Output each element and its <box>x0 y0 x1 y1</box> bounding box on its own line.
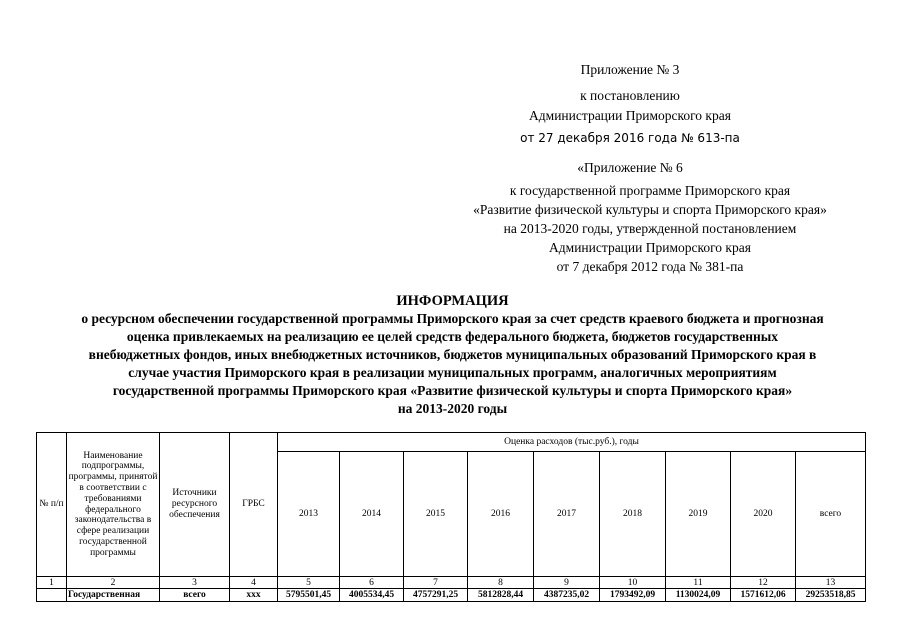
header-year: 2016 <box>468 452 534 577</box>
row-value: 1793492,09 <box>600 589 666 602</box>
title-line: государственной программы Приморского края «Развитие физической культуры и спорта Приморского края» <box>112 383 793 398</box>
row-grbs: xxx <box>230 589 278 602</box>
row-value: 4387235,02 <box>534 589 600 602</box>
appendix-ref-number: «Приложение № 6 <box>577 160 683 175</box>
appendix-ref-date: от 7 декабря 2012 года № 381-па <box>556 259 744 274</box>
header-grbs: ГРБС <box>230 433 278 577</box>
header-year: 2020 <box>731 452 796 577</box>
row-value: 4005534,45 <box>340 589 404 602</box>
column-number: 10 <box>600 577 666 589</box>
appendix-ref-program-name: «Развитие физической культуры и спорта Приморского края» <box>473 202 827 217</box>
title-line: оценка привлекаемых на реализацию ее целей средств федерального бюджета, бюджетов государственных <box>126 329 779 344</box>
header-year: 2019 <box>666 452 731 577</box>
header-source: Источники ресурсного обеспечения <box>160 433 230 577</box>
title-line: о ресурсном обеспечении государственной программы Приморского края за счет средств краевого бюджета и прогнозная <box>81 311 824 326</box>
appendix-number: Приложение № 3 <box>580 62 680 77</box>
title-line: на 2013-2020 годы <box>397 401 508 416</box>
column-number: 2 <box>67 577 160 589</box>
title-line: случае участия Приморского края в реализации муниципальных программ, аналогичных мероприятиям <box>128 365 777 380</box>
column-number: 13 <box>796 577 866 589</box>
row-value: 1130024,09 <box>666 589 731 602</box>
column-number: 5 <box>278 577 340 589</box>
title-heading: ИНФОРМАЦИЯ <box>396 293 509 309</box>
appendix-ref-period: на 2013-2020 годы, утвержденной постановлением <box>503 221 797 236</box>
appendix-to-resolution: к постановлению <box>580 88 680 103</box>
appendix-date: от 27 декабря 2016 года № 613-па <box>520 131 740 145</box>
column-number: 6 <box>340 577 404 589</box>
column-number: 1 <box>37 577 67 589</box>
table-column-numbers-row <box>37 577 866 589</box>
appendix-ref-administration: Администрации Приморского края <box>549 240 751 255</box>
row-value: 5795501,45 <box>278 589 340 602</box>
header-total: всего <box>796 452 866 577</box>
resource-table <box>36 432 866 602</box>
row-total: 29253518,85 <box>796 589 866 602</box>
header-estimate: Оценка расходов (тыс.руб.), годы <box>278 433 866 452</box>
column-number: 12 <box>731 577 796 589</box>
header-year: 2015 <box>404 452 468 577</box>
appendix-ref-number-block <box>450 158 810 178</box>
row-value: 1571612,06 <box>731 589 796 602</box>
header-year: 2018 <box>600 452 666 577</box>
header-year: 2014 <box>340 452 404 577</box>
table-row <box>37 589 866 602</box>
appendix-header <box>450 60 810 148</box>
row-num <box>37 589 67 602</box>
column-number: 9 <box>534 577 600 589</box>
title-line: внебюджетных фондов, иных внебюджетных источников, бюджетов муниципальных образований Приморского края в <box>88 347 817 362</box>
column-number: 7 <box>404 577 468 589</box>
appendix-ref-program: к государственной программе Приморского края <box>509 183 791 198</box>
row-value: 4757291,25 <box>404 589 468 602</box>
column-number: 3 <box>160 577 230 589</box>
appendix-administration: Администрации Приморского края <box>529 108 731 123</box>
row-value: 5812828,44 <box>468 589 534 602</box>
row-name: Государственная <box>67 589 160 602</box>
appendix-ref-block <box>420 181 880 276</box>
table-header-row <box>37 433 866 452</box>
header-year: 2017 <box>534 452 600 577</box>
document-title <box>20 292 885 418</box>
header-num: № п/п <box>37 433 67 577</box>
header-year: 2013 <box>278 452 340 577</box>
column-number: 11 <box>666 577 731 589</box>
column-number: 8 <box>468 577 534 589</box>
row-source: всего <box>160 589 230 602</box>
column-number: 4 <box>230 577 278 589</box>
header-name: Наименование подпрограммы, программы, принятой в соответствии с требованиями федерального законодательства в сфере реализации государственной программы <box>67 433 160 577</box>
